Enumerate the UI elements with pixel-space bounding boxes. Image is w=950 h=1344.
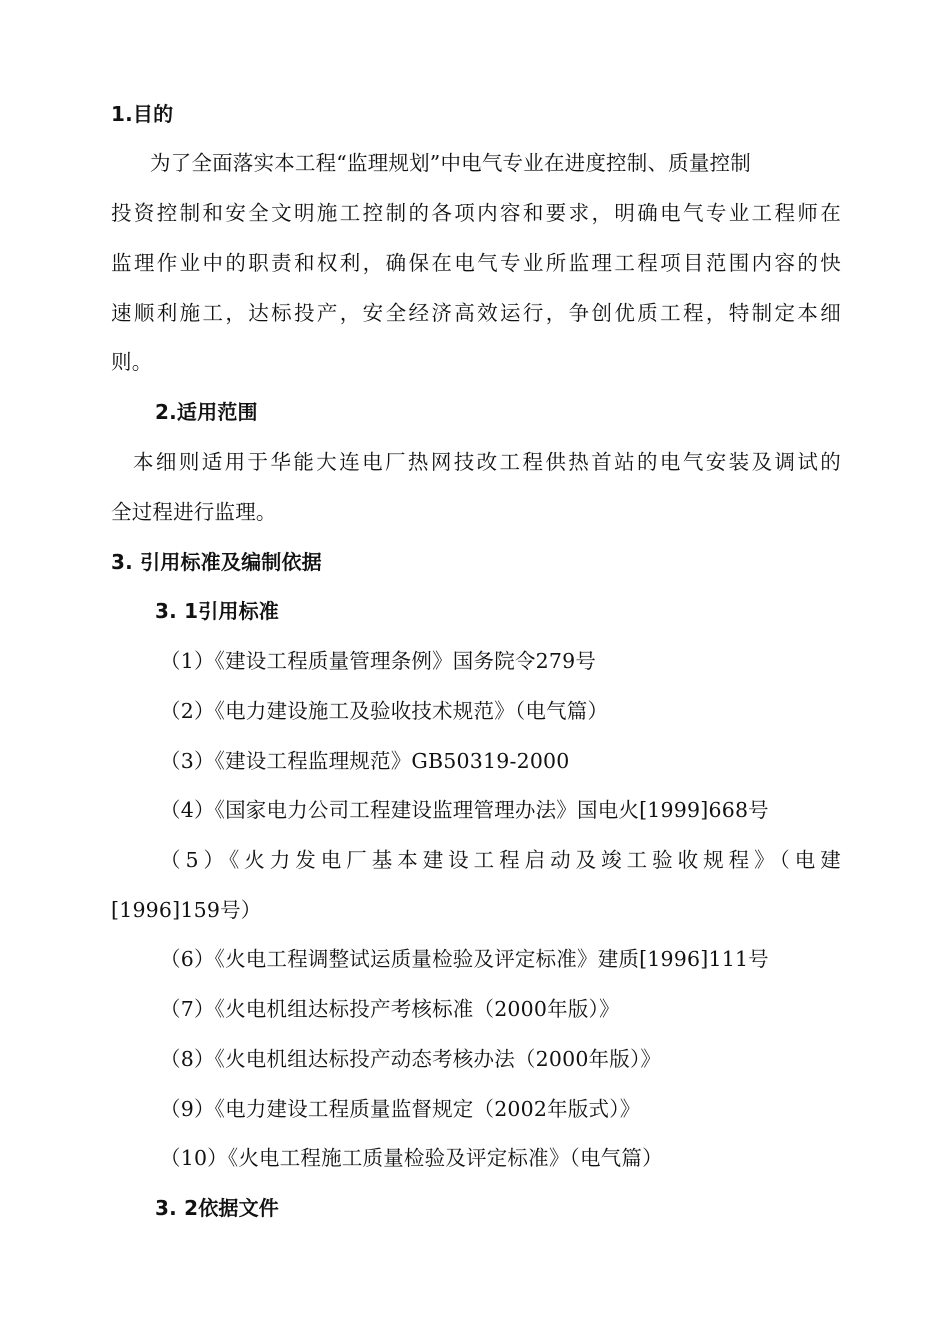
section-3-heading: 3. 引用标准及编制依据 — [111, 550, 322, 574]
standard-item-1: （1）《建设工程质量管理条例》国务院令279号 — [160, 649, 597, 673]
subsection-3-2-heading: 3. 2依据文件 — [155, 1196, 279, 1220]
standard-item-5-continued: [1996]159号） — [111, 898, 262, 922]
purpose-line-3: 监理作业中的职责和权利，确保在电气专业所监理工程项目范围内容的快 — [111, 251, 841, 275]
section-2-heading: 2.适用范围 — [155, 400, 258, 424]
standard-item-7: （7）《火电机组达标投产考核标准（2000年版）》 — [160, 997, 620, 1021]
scope-line-1: 本细则适用于华能大连电厂热网技改工程供热首站的电气安装及调试的 — [133, 450, 841, 474]
purpose-line-4: 速顺利施工，达标投产，安全经济高效运行，争创优质工程，特制定本细 — [111, 301, 841, 325]
purpose-line-1: 为了全面落实本工程“监理规划”中电气专业在进度控制、质量控制 — [150, 151, 751, 175]
standard-item-4: （4）《国家电力公司工程建设监理管理办法》国电火[1999]668号 — [160, 798, 769, 822]
standard-item-10: （10）《火电工程施工质量检验及评定标准》（电气篇） — [160, 1146, 663, 1170]
standard-item-6: （6）《火电工程调整试运质量检验及评定标准》建质[1996]111号 — [160, 947, 769, 971]
scope-line-2: 全过程进行监理。 — [111, 500, 277, 524]
purpose-line-2: 投资控制和安全文明施工控制的各项内容和要求，明确电气专业工程师在 — [111, 201, 841, 225]
subsection-3-1-heading: 3. 1引用标准 — [155, 599, 279, 623]
standard-item-3: （3）《建设工程监理规范》GB50319-2000 — [160, 749, 570, 773]
standard-item-8: （8）《火电机组达标投产动态考核办法（2000年版）》 — [160, 1047, 662, 1071]
section-1-heading: 1.目的 — [111, 102, 174, 126]
purpose-line-5: 则。 — [111, 350, 153, 374]
standard-item-5: （5）《火力发电厂基本建设工程启动及竣工验收规程》（电建 — [160, 848, 841, 872]
standard-item-9: （9）《电力建设工程质量监督规定（2002年版式）》 — [160, 1097, 641, 1121]
standard-item-2: （2）《电力建设施工及验收技术规范》（电气篇） — [160, 699, 609, 723]
